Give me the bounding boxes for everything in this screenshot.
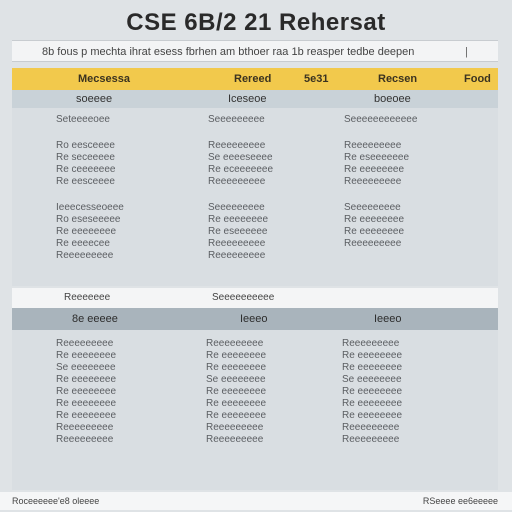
table-cell: Seeeeeeeeeeee [344,114,418,125]
table-cell: Reeeeeeeee [208,140,266,151]
table-cell: Se eeeeeeee [342,374,402,385]
table-cell: Re eeeeeeee [344,226,405,237]
table-cell: Re eeeeeeee [56,226,117,237]
table-cell: Re eseeeeee [208,226,268,237]
table-cell: Reeeeeeeee [342,422,400,433]
table-cell: Reeeeeeeee [208,176,266,187]
table-cell: Reeeeeeeee [208,238,266,249]
table-cell: Ieeecesseoeee [56,202,124,213]
table-cell: Re eeeeeeee [344,214,405,225]
table-column [206,338,346,446]
table-section-2 [12,330,498,490]
table-cell: Re eeeeeeee [342,362,403,373]
subtitle-text: 8b fous p mechta ihrat esess fbrhen am bthoer raa 1b reasper tedbe deepen [42,46,415,58]
footer-left-text: Roceeeeee'e8 oleeee [12,496,100,506]
table-subheader-row [12,90,498,108]
table-column [208,114,348,262]
table-cell: Re eeeeeeee [206,362,267,373]
table-cell: Re eeeeeeee [208,214,269,225]
table-cell: Reeeeeeeee [56,422,114,433]
table-cell: Re eesceeee [56,176,115,187]
header-cell: Rereed [234,73,272,85]
table-cell: Ro eseseeeee [56,214,121,225]
table-cell: Reeeeeeeee [56,434,114,445]
table-cell: Reeeeeeeee [206,422,264,433]
table-header-row [12,68,498,90]
header-cell: Mecsessa [78,73,130,85]
table-subheader-row-2 [12,308,498,330]
table-cell: Re eceeeeeee [208,164,274,175]
table-column [56,338,196,446]
table-cell: Seeeeeeeee [344,202,401,213]
subheader-cell: Ieeeo [240,313,268,325]
subheader-cell: soeeee [76,93,113,105]
table-cell: Seeeeeeeee [208,202,265,213]
subtitle-end-mark: | [465,46,468,58]
table-cell: Re eeeeeeee [206,350,267,361]
table-cell: Re eeeeeeee [342,410,403,421]
subheader-cell: Iceseoe [228,93,267,105]
footer-right-text: RSeeee ee6eeeee [422,496,498,506]
table-cell: Re eeeeeeee [56,398,117,409]
table-cell: Re eeeeeeee [342,350,403,361]
header-cell: 5e31 [304,73,329,85]
table-cell: Re eeeeeeee [206,398,267,409]
header-cell: Recsen [378,73,418,85]
table-column [342,338,482,446]
subheader-cell: 8e eeeee [72,313,118,325]
table-cell: Re eeeecee [56,238,110,249]
table-column [344,114,484,250]
table-cell: Se eeeeeeee [206,374,266,385]
subheader-cell: boeoee [374,93,411,105]
subheader-cell: Ieeeo [374,313,402,325]
table-cell: Re eeeeeeee [206,410,267,421]
table-cell: Re eeeeeeee [56,374,117,385]
document-title: CSE 6B/2 21 Rehersat [126,9,386,36]
table-cell: Reeeeeeeee [344,238,402,249]
table-section-1 [12,108,498,286]
table-cell: Reeeeeeeee [342,338,400,349]
table-band-row [12,288,498,308]
table-cell: Re eeeeeeee [344,164,405,175]
band-cell: Seeeeeeeeee [212,292,275,303]
table-cell: Seeeeeeeee [208,114,265,125]
table-cell: Reeeeeeeee [344,140,402,151]
header-cell: Food [464,73,491,85]
table-cell: Re ceeeeeee [56,164,116,175]
table-cell: Reeeeeeeee [342,434,400,445]
table-cell: Reeeeeeeee [56,250,114,261]
table-cell: Ro eesceeee [56,140,115,151]
band-cell: Reeeeeee [64,292,111,303]
table-cell: Re eeeeeeee [206,386,267,397]
table-cell: Re seceeeee [56,152,115,163]
table-cell: Re eeeeeeee [56,410,117,421]
table-cell: Se eeeeseeee [208,152,273,163]
table-cell: Reeeeeeeee [344,176,402,187]
table-cell: Reeeeeeeee [56,338,114,349]
table-cell: Se eeeeeeee [56,362,116,373]
subtitle-bar [12,40,498,62]
table-cell: Reeeeeeeee [208,250,266,261]
table-cell: Seteeeeoee [56,114,110,125]
table-cell: Re eeeeeeee [342,398,403,409]
table-cell: Re eseeeeeee [344,152,410,163]
table-cell: Reeeeeeeee [206,338,264,349]
table-cell: Re eeeeeeee [342,386,403,397]
table-cell: Reeeeeeeee [206,434,264,445]
table-cell: Re eeeeeeee [56,386,117,397]
table-column [56,114,196,262]
table-cell: Re eeeeeeee [56,350,117,361]
document-footer [0,492,512,510]
